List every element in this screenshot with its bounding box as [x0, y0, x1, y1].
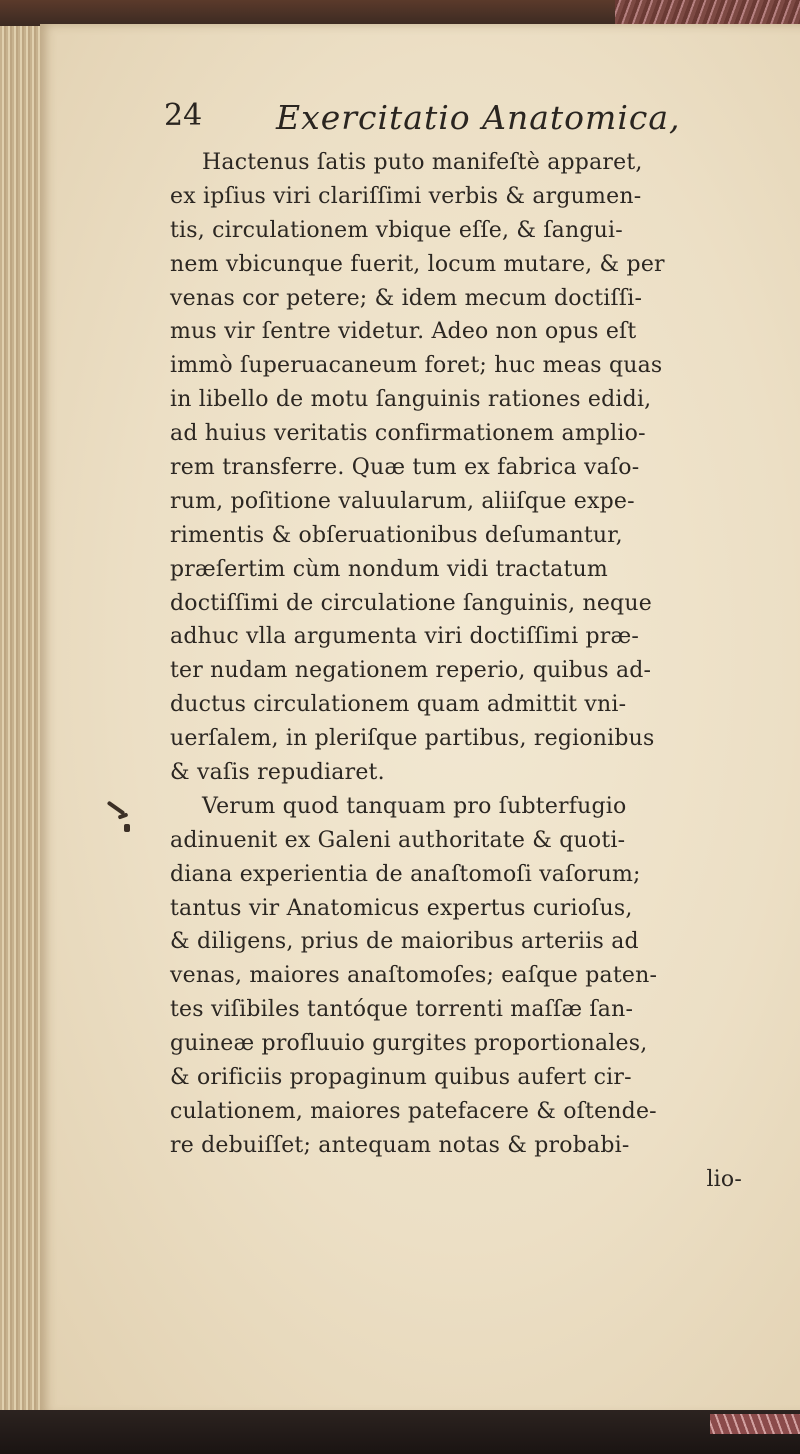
text-line: & diligens, prius de maioribus arteriis ad — [170, 929, 639, 955]
text-line: tantus vir Anatomicus expertus curioſus, — [170, 895, 633, 921]
text-line: diana experientia de anaſtomoſi vaſorum; — [170, 861, 641, 887]
text-line: re debuiſſet; antequam notas & probabi- — [170, 1132, 630, 1158]
text-line: in libello de motu ſanguinis rationes edidi, — [170, 387, 652, 413]
text-line: rimentis & obſeruationibus deſumantur, — [170, 522, 623, 548]
text-line: uerſalem, in pleriſque partibus, regionibus — [170, 726, 655, 752]
text-line: culationem, maiores patefacere & oſtende- — [170, 1098, 657, 1124]
text-line: doctiſſimi de circulatione ſanguinis, neque — [170, 590, 652, 616]
text-line: nem vbicunque fuerit, locum mutare, & per — [170, 251, 665, 277]
binding-ribbon-bottom — [710, 1414, 800, 1434]
text-line: Hactenus ſatis puto manifeſtè apparet, — [202, 150, 643, 175]
text-line: immò ſuperuacaneum foret; huc meas quas — [170, 353, 663, 379]
text-line: ductus circulationem quam admittit vni- — [170, 692, 627, 718]
page-number: 24 — [164, 98, 203, 133]
manicule-mark-icon — [104, 800, 134, 840]
running-title: Exercitatio Anatomica, — [276, 98, 681, 137]
book-bottom-edge — [0, 1410, 800, 1454]
text-line: venas cor petere; & idem mecum doctiſſi- — [170, 285, 643, 311]
catchword: lio- — [706, 1166, 742, 1192]
text-line: adhuc vlla argumenta viri doctiſſimi præ- — [170, 624, 640, 650]
text-line: rum, poſitione valuularum, aliiſque expe- — [170, 488, 635, 514]
text-line: & vaſis repudiaret. — [170, 760, 385, 786]
text-line: guineæ profluuio gurgites proportionales, — [170, 1031, 648, 1057]
text-line: ter nudam negationem reperio, quibus ad- — [170, 658, 652, 684]
text-line: ad huius veritatis confirmationem amplio- — [170, 421, 646, 447]
page-header — [164, 98, 764, 148]
text-line: tes viſibiles tantóque torrenti maſſæ ſan- — [170, 997, 634, 1023]
text-line: ex ipſius viri clariſſimi verbis & argumen- — [170, 183, 642, 209]
text-line: venas, maiores anaſtomoſes; eaſque paten- — [170, 963, 658, 989]
body-text — [170, 146, 750, 1197]
text-line: mus vir ſentre videtur. Adeo non opus eſt — [170, 319, 637, 345]
page-edges — [0, 26, 42, 1412]
binding-ribbon — [615, 0, 800, 24]
text-line: & orificiis propaginum quibus aufert cir- — [170, 1065, 632, 1091]
text-line: tis, circulationem vbique eſſe, & ſangui- — [170, 217, 623, 243]
text-line: rem transferre. Quæ tum ex fabrica vaſo- — [170, 455, 640, 481]
text-line: præſertim cùm nondum vidi tractatum — [170, 556, 608, 582]
text-line: adinuenit ex Galeni authoritate & quoti- — [170, 827, 626, 853]
text-line: Verum quod tanquam pro ſubterfugio — [202, 793, 627, 819]
